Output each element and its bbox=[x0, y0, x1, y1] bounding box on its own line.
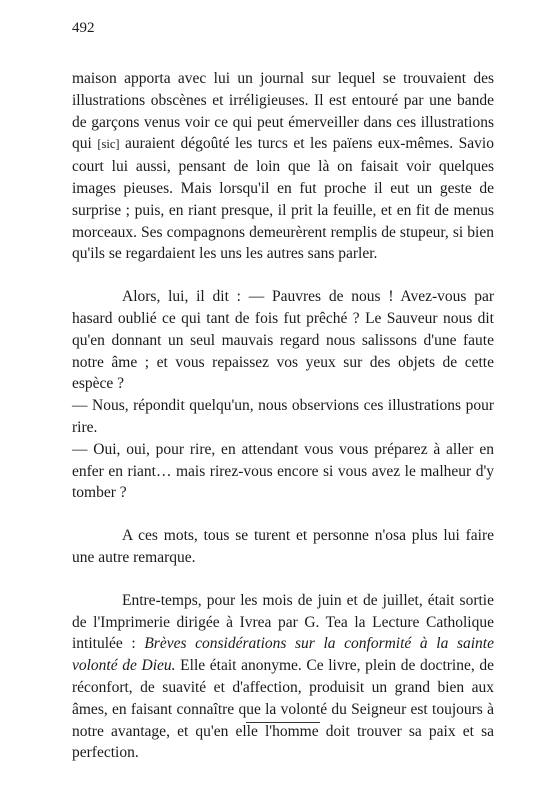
paragraph-gap bbox=[72, 265, 494, 286]
paragraph-6 bbox=[72, 590, 494, 764]
dialogue-reply-2: — Oui, oui, pour rire, en attendant vous vous préparez à aller en enfer en riant… mais rirez-vous encore si vous avez le malheur d'y tomber ? bbox=[72, 440, 494, 502]
body-text bbox=[72, 68, 494, 764]
paragraph-gap bbox=[72, 569, 494, 590]
book-title: Brèves considérations sur la conformité à la sainte volonté de Dieu. bbox=[72, 635, 494, 675]
paragraph-1 bbox=[72, 68, 494, 265]
page-number: 492 bbox=[72, 20, 95, 36]
paragraph-gap bbox=[72, 504, 494, 525]
paragraph-6-part-a: Entre-temps, pour les mois de juin et de juillet, était sortie de l'Imprimerie dirigée à Ivrea par G. Tea la Lecture Catholique intitulée : bbox=[72, 591, 494, 653]
paragraph-1-part-a: maison apporta avec lui un journal sur lequel se trouvaient des illustrations obscènes et irréligieuses. Il est entouré par une bande de garçons venus voir ce qui peut émerveiller dans ces illustrations qui bbox=[72, 70, 494, 153]
sic-note: [sic] bbox=[97, 137, 120, 152]
dialogue-reply-1: — Nous, répondit quelqu'un, nous observions ces illustrations pour rire. bbox=[72, 397, 494, 436]
end-rule bbox=[246, 722, 320, 723]
paragraph-2: Alors, lui, il dit : — Pauvres de nous ! Avez-vous par hasard oublié ce qui tant de fois fut prêché ? Le Sauveur nous dit qu'en donnant un seul mauvais regard nous salissons d'une faute notre âme ; et vous repaissez vos yeux sur des objets de cette espèce ? bbox=[72, 288, 494, 393]
paragraph-6-part-b: Elle était anonyme. Ce livre, plein de doctrine, de réconfort, de suavité et d'affection, produisit un grand bien aux âmes, en faisant connaître que la volonté du Seigneur est toujours à notre avantage, et qu'en elle l'homme doit trouver sa paix et sa perfection. bbox=[72, 657, 494, 762]
paragraph-1-part-b: auraient dégoûté les turcs et les païens eux-mêmes. Savio court lui aussi, pensant de loin que là on faisait voir quelques images pieuses. Mais lorsqu'il en fut proche il eut un geste de surprise ; puis, en riant presque, il prit la feuille, et en fit de menus morceaux. Ses compagnons demeurèrent remplis de stupeur, si bien qu'ils se regardaient les uns les autres sans parler. bbox=[72, 135, 494, 263]
paragraph-5: A ces mots, tous se turent et personne n'osa plus lui faire une autre remarque. bbox=[72, 527, 494, 566]
